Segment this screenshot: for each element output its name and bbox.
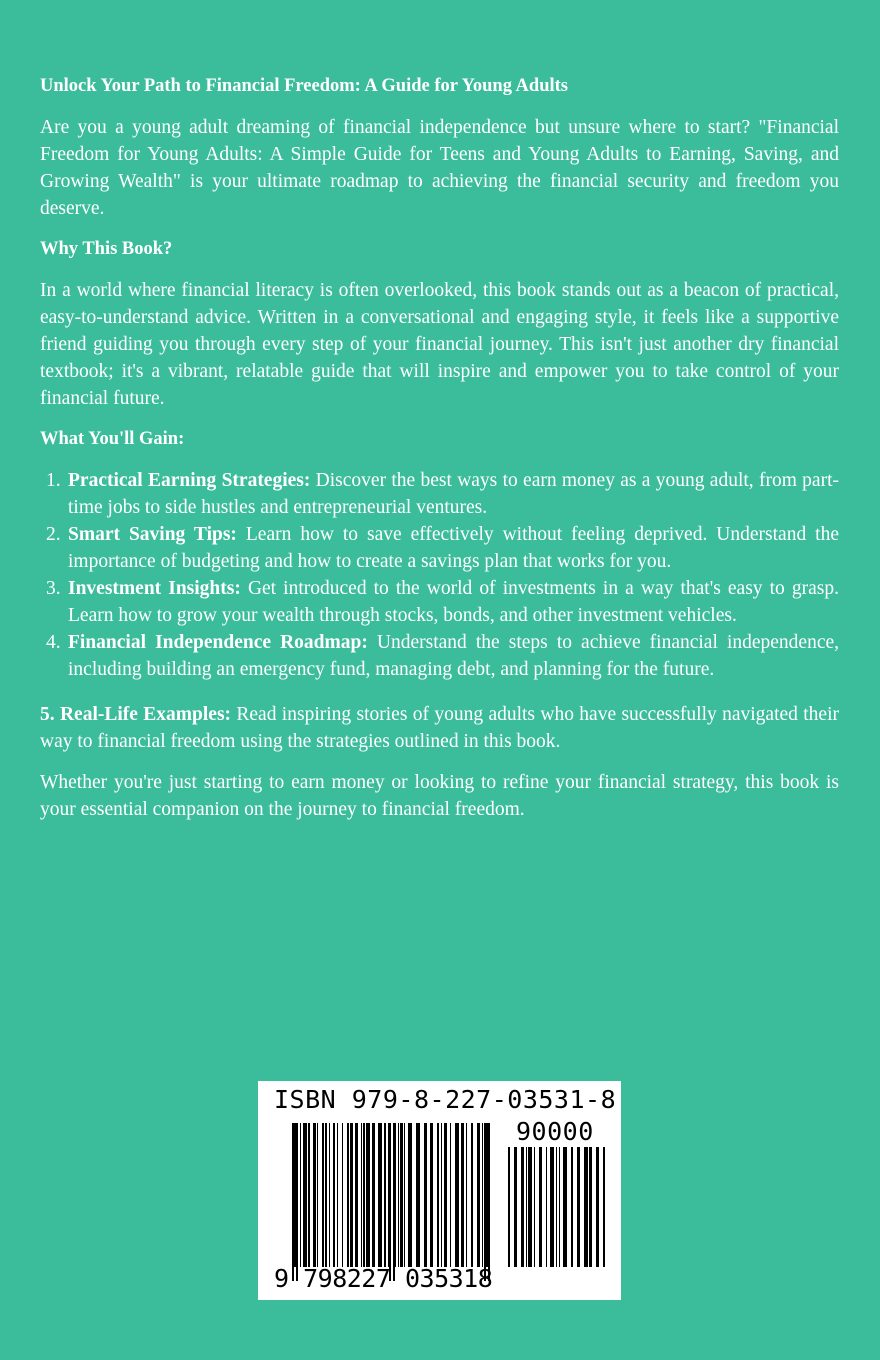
list-item-text: Understand the steps to achieve financial independence, including building an emergency fund, managing debt, and planning for the future.	[68, 632, 840, 680]
why-paragraph: In a world where financial literacy is often overlooked, this book stands out as a beacon of practical, easy-to-understand advice. Written in a conversational and engaging style, it feels like a supportive friend guiding you through every step of your financial journey. This isn't just another dry financial textbook; it's a vibrant, relatable guide that will inspire and empower you to take control of your financial future.	[40, 280, 839, 409]
list-item-text: Discover the best ways to earn money as a young adult, from part-time jobs to side hustles and entrepreneurial ventures.	[68, 470, 839, 518]
list-number: 2.	[46, 524, 61, 545]
list-item-title: Financial Independence Roadmap:	[68, 632, 368, 653]
list-item-title: Investment Insights:	[68, 578, 241, 599]
list-number: 3.	[46, 578, 61, 599]
ean-digits: 9 798227 035318	[274, 1264, 493, 1293]
list-item-title: Smart Saving Tips:	[68, 524, 237, 545]
real-life-examples-text: Read inspiring stories of young adults who have successfully navigated their way to financial freedom using the strategies outlined in this book.	[40, 704, 839, 752]
list-item-title: Practical Earning Strategies:	[68, 470, 311, 491]
real-life-examples-title: 5. Real-Life Examples:	[40, 704, 232, 725]
closing-paragraph: Whether you're just starting to earn money or looking to refine your financial strategy, this book is your essential companion on the journey to financial freedom.	[40, 772, 839, 820]
list-item	[40, 467, 839, 521]
gain-list	[40, 467, 839, 683]
list-item	[40, 521, 839, 575]
intro-paragraph: Are you a young adult dreaming of financial independence but unsure where to start? "Financial Freedom for Young Adults: A Simple Guide for Teens and Young Adults to Earning, Saving, and Growing Wealth" is your ultimate roadmap to achieving the financial security and freedom you deserve.	[40, 117, 839, 219]
main-heading: Unlock Your Path to Financial Freedom: A Guide for Young Adults	[40, 76, 568, 96]
list-item	[40, 575, 839, 629]
list-number: 4.	[46, 632, 61, 653]
gain-heading: What You'll Gain:	[40, 429, 185, 449]
why-heading: Why This Book?	[40, 239, 173, 259]
back-cover-text	[40, 73, 839, 837]
list-item-text: Learn how to save effectively without feeling deprived. Understand the importance of budgeting and how to create a savings plan that works for you.	[68, 524, 839, 572]
list-item-text: Get introduced to the world of investments in a way that's easy to grasp. Learn how to grow your wealth through stocks, bonds, and other investment vehicles.	[68, 578, 839, 626]
price-code: 90000	[516, 1117, 594, 1146]
isbn-barcode	[258, 1081, 621, 1300]
list-item	[40, 629, 839, 683]
isbn-label: ISBN 979-8-227-03531-8	[274, 1085, 617, 1114]
real-life-examples-paragraph	[40, 701, 839, 755]
list-number: 1.	[46, 470, 61, 491]
